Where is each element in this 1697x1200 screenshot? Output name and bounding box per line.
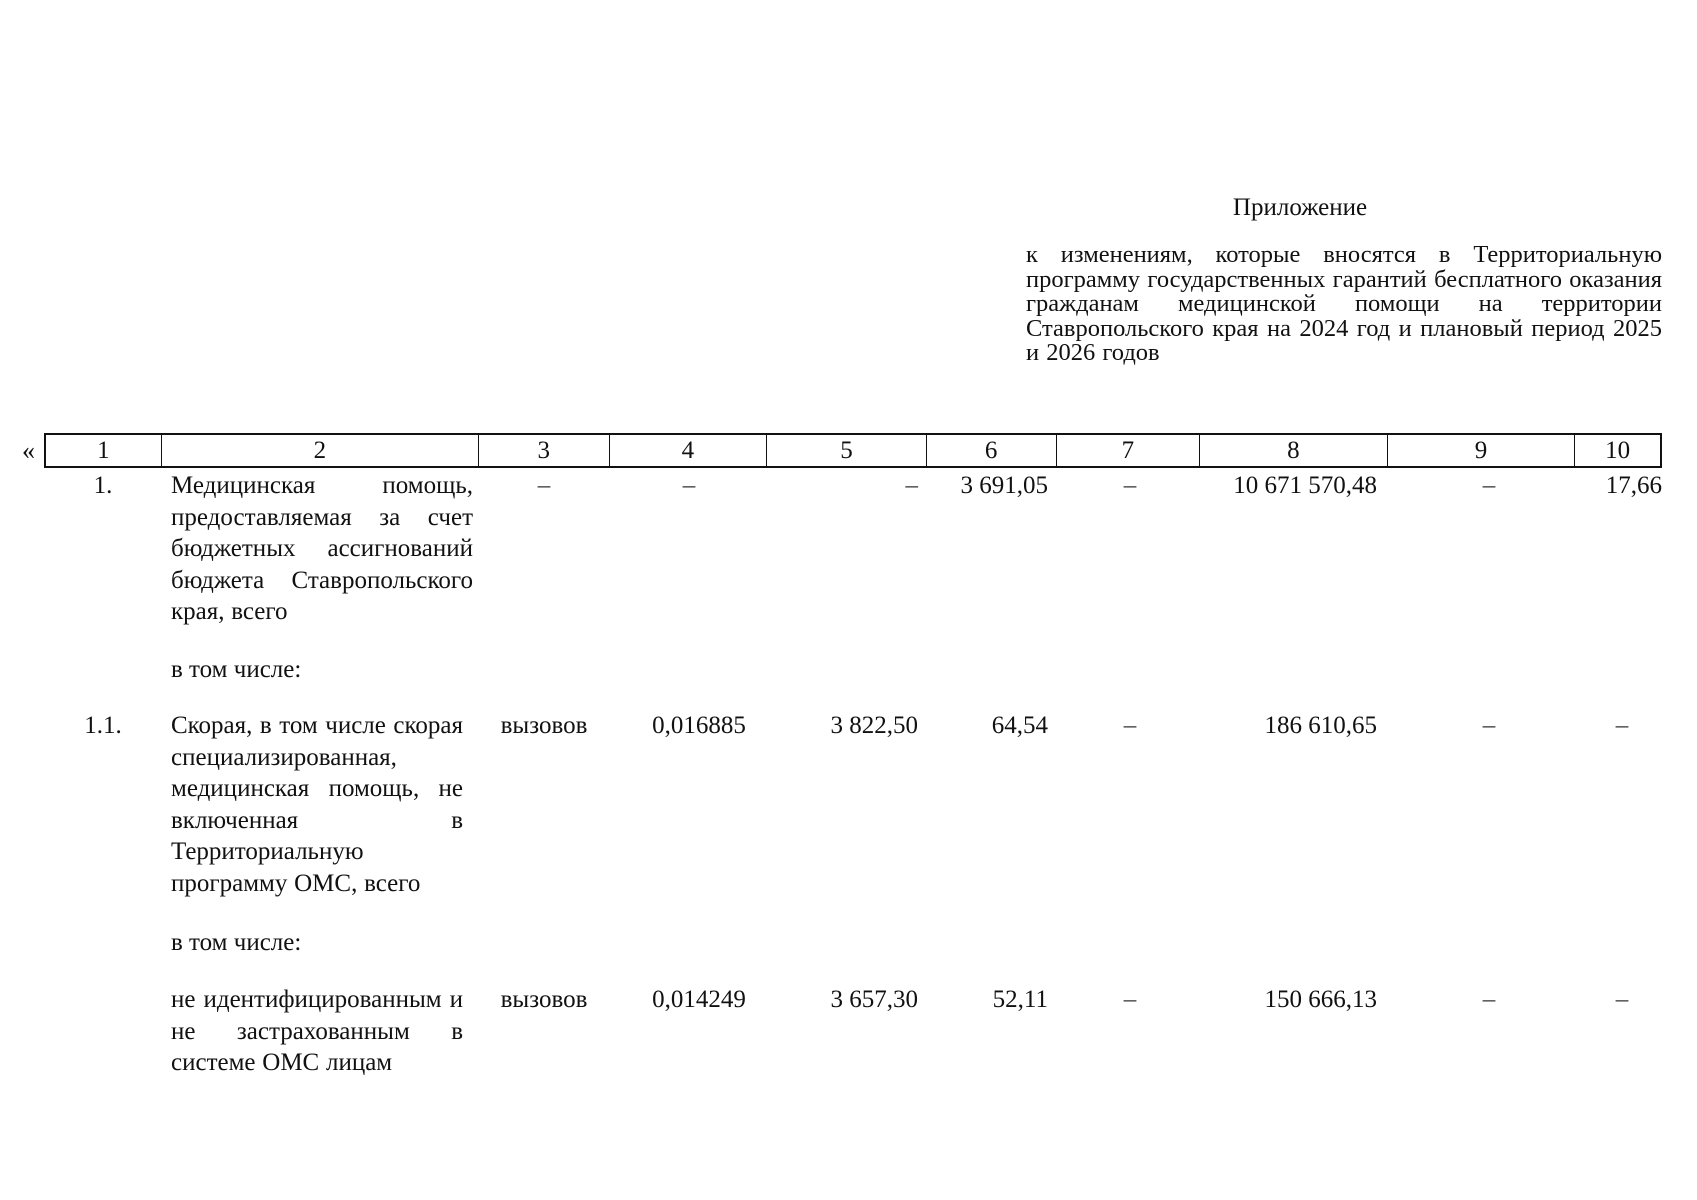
row-sub-col9: – (1482, 986, 1496, 1013)
column-header-10: 10 (1605, 437, 1631, 464)
appendix-description: к изменениям, которые вносятся в Территориальную программу государственных гарантий бесплатного оказания гражданам медицинской помощи на территории Ставропольского края на 2024 год и плановый период 2025 и 2026 годов (1026, 241, 1662, 366)
row-1-unit: – (537, 472, 551, 499)
row-1-name: Медицинская помощь, предоставляемая за счет бюджетных ассигнований бюджета Ставропольского края, всего (171, 472, 473, 625)
row-1-col9: – (1482, 472, 1496, 499)
row-1-col10: 17,66 (1605, 472, 1662, 499)
appendix-title: Приложение (1232, 194, 1368, 221)
row-sub-col8: 150 666,13 (1264, 986, 1377, 1013)
row-sub-col4: 0,014249 (652, 986, 746, 1013)
row-1-1-col4: 0,016885 (652, 712, 746, 739)
row-1-1-col9: – (1482, 712, 1496, 739)
row-1-col6: 3 691,05 (960, 472, 1048, 499)
row-sub-col5: 3 657,30 (830, 986, 918, 1013)
row-sub-unit: вызовов (500, 986, 588, 1013)
column-header-7: 7 (1057, 435, 1201, 466)
row-1-1-unit: вызовов (500, 712, 588, 739)
column-header-8: 8 (1200, 435, 1388, 466)
column-header-9: 9 (1388, 435, 1576, 466)
column-header-5: 5 (767, 435, 927, 466)
row-1-1-name: Скорая, в том числе скорая специализированная, медицинская помощь, не включенная в Территориальную программу ОМС, всего (171, 712, 463, 897)
row-sub-col7: – (1123, 986, 1137, 1013)
opening-quote: « (22, 436, 35, 465)
row-1-1-number: 1.1. (84, 712, 122, 739)
row-sub-col6: 52,11 (992, 986, 1048, 1013)
row-1-1-col10: – (1615, 712, 1629, 739)
column-header-6: 6 (927, 435, 1057, 466)
row-1-1-col6: 64,54 (991, 712, 1048, 739)
column-header-3: 3 (479, 435, 610, 466)
row-1-1-col5: 3 822,50 (830, 712, 918, 739)
column-header-2: 2 (162, 435, 479, 466)
row-1-col8: 10 671 570,48 (1233, 472, 1377, 499)
row-sub-name: не идентифицированным и не застрахованным в системе ОМС лицам (171, 986, 463, 1076)
column-header-1: 1 (46, 435, 162, 466)
row-1-col4: – (682, 472, 696, 499)
including-label-1: в том числе: (171, 656, 302, 683)
row-1-col5: – (905, 472, 918, 499)
row-sub-col10: – (1615, 986, 1629, 1013)
table-header-row (44, 433, 1662, 468)
row-1-col7: – (1123, 472, 1137, 499)
column-header-4: 4 (610, 435, 768, 466)
row-1-1-col7: – (1123, 712, 1137, 739)
row-1-number: 1. (93, 472, 113, 499)
row-1-1-col8: 186 610,65 (1264, 712, 1377, 739)
including-label-2: в том числе: (171, 929, 302, 956)
